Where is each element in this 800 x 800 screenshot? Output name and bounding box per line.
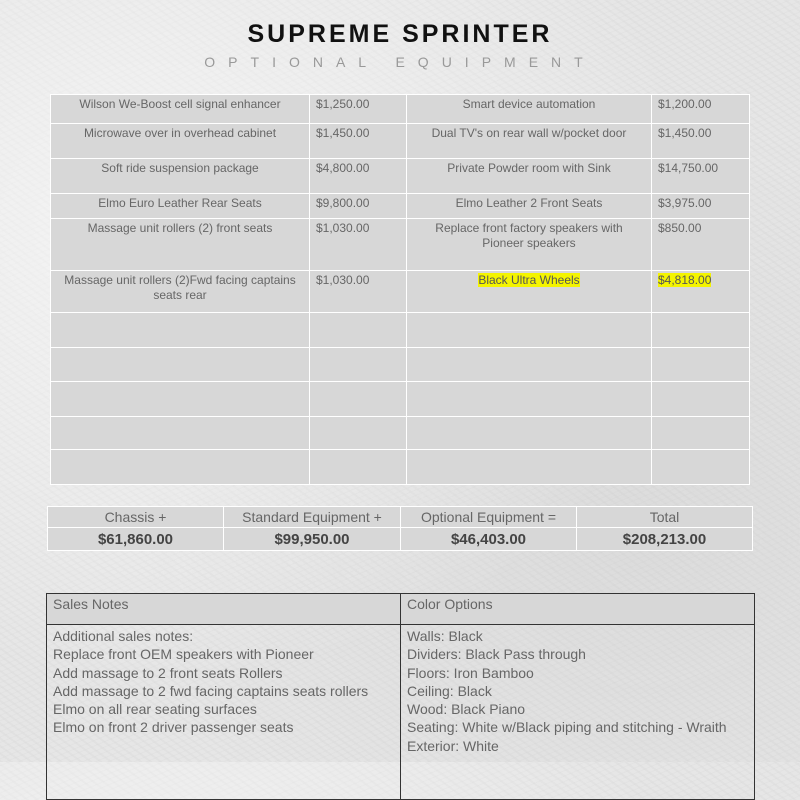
option-price: $4,800.00 [310,159,407,194]
option-name: Microwave over in overhead cabinet [51,124,310,159]
option-name: Massage unit rollers (2)Fwd facing captains seats rear [51,271,310,313]
chassis-label: Chassis + [48,507,224,528]
totals-value-row [48,528,753,551]
color-option-line: Exterior: White [407,737,499,754]
highlighted-option-price: $4,818.00 [658,273,712,287]
totals-table [47,506,753,551]
table-row [51,95,750,124]
page-title: SUPREME SPRINTER [247,20,553,48]
empty-row [51,313,750,348]
option-price: $9,800.00 [310,194,407,219]
color-option-line: Seating: White w/Black piping and stitching - Wraith [407,719,727,736]
total-label: Total [577,507,753,528]
option-price: $1,030.00 [310,219,407,271]
option-price: $1,030.00 [310,271,407,313]
option-name: Dual TV's on rear wall w/pocket door [407,124,652,159]
empty-row [51,382,750,417]
color-option-line: Walls: Black [407,628,483,644]
empty-row [51,417,750,450]
totals-label-row [48,507,753,528]
sales-note-line: Add massage to 2 fwd facing captains seats rollers [53,682,369,699]
table-row [51,124,750,159]
color-options-header: Color Options [401,594,755,625]
sales-note-line: Additional sales notes: [53,628,194,644]
standard-equipment-value: $99,950.00 [224,528,401,551]
option-name: Smart device automation [407,95,652,124]
option-name: Massage unit rollers (2) front seats [51,219,310,271]
empty-row [51,348,750,382]
notes-table [46,593,755,800]
color-option-line: Wood: Black Piano [407,701,526,718]
option-name: Elmo Euro Leather Rear Seats [51,194,310,219]
color-options-body [401,625,755,800]
table-row [51,271,750,313]
option-price [652,271,750,313]
color-option-line: Floors: Iron Bamboo [407,664,534,681]
table-row [51,219,750,271]
table-row [51,159,750,194]
empty-row [51,450,750,485]
sales-note-line: Elmo on front 2 driver passenger seats [53,719,294,736]
sales-note-line: Replace front OEM speakers with Pioneer [53,646,314,663]
option-name: Soft ride suspension package [51,159,310,194]
optional-equipment-label: Optional Equipment = [401,507,577,528]
sales-notes-header: Sales Notes [47,594,401,625]
notes-body-row [47,625,755,800]
notes-header-row [47,594,755,625]
total-value: $208,213.00 [577,528,753,551]
chassis-value: $61,860.00 [48,528,224,551]
option-price: $850.00 [652,219,750,271]
optional-equipment-value: $46,403.00 [401,528,577,551]
optional-equipment-table [50,94,750,485]
highlighted-option-name: Black Ultra Wheels [478,273,580,287]
page-subtitle: OPTIONAL EQUIPMENT [204,54,596,70]
color-option-line: Dividers: Black Pass through [407,646,586,663]
option-price: $1,250.00 [310,95,407,124]
table-row [51,194,750,219]
option-name [407,271,652,313]
option-price: $1,450.00 [310,124,407,159]
standard-equipment-label: Standard Equipment + [224,507,401,528]
option-name: Private Powder room with Sink [407,159,652,194]
option-price: $1,200.00 [652,95,750,124]
option-price: $1,450.00 [652,124,750,159]
sales-notes-body [47,625,401,800]
option-name: Replace front factory speakers with Pioneer speakers [407,219,652,271]
option-name: Wilson We-Boost cell signal enhancer [51,95,310,124]
option-price: $3,975.00 [652,194,750,219]
color-option-line: Ceiling: Black [407,682,492,699]
sales-note-line: Add massage to 2 front seats Rollers [53,664,283,681]
option-price: $14,750.00 [652,159,750,194]
sales-note-line: Elmo on all rear seating surfaces [53,701,257,718]
option-name: Elmo Leather 2 Front Seats [407,194,652,219]
